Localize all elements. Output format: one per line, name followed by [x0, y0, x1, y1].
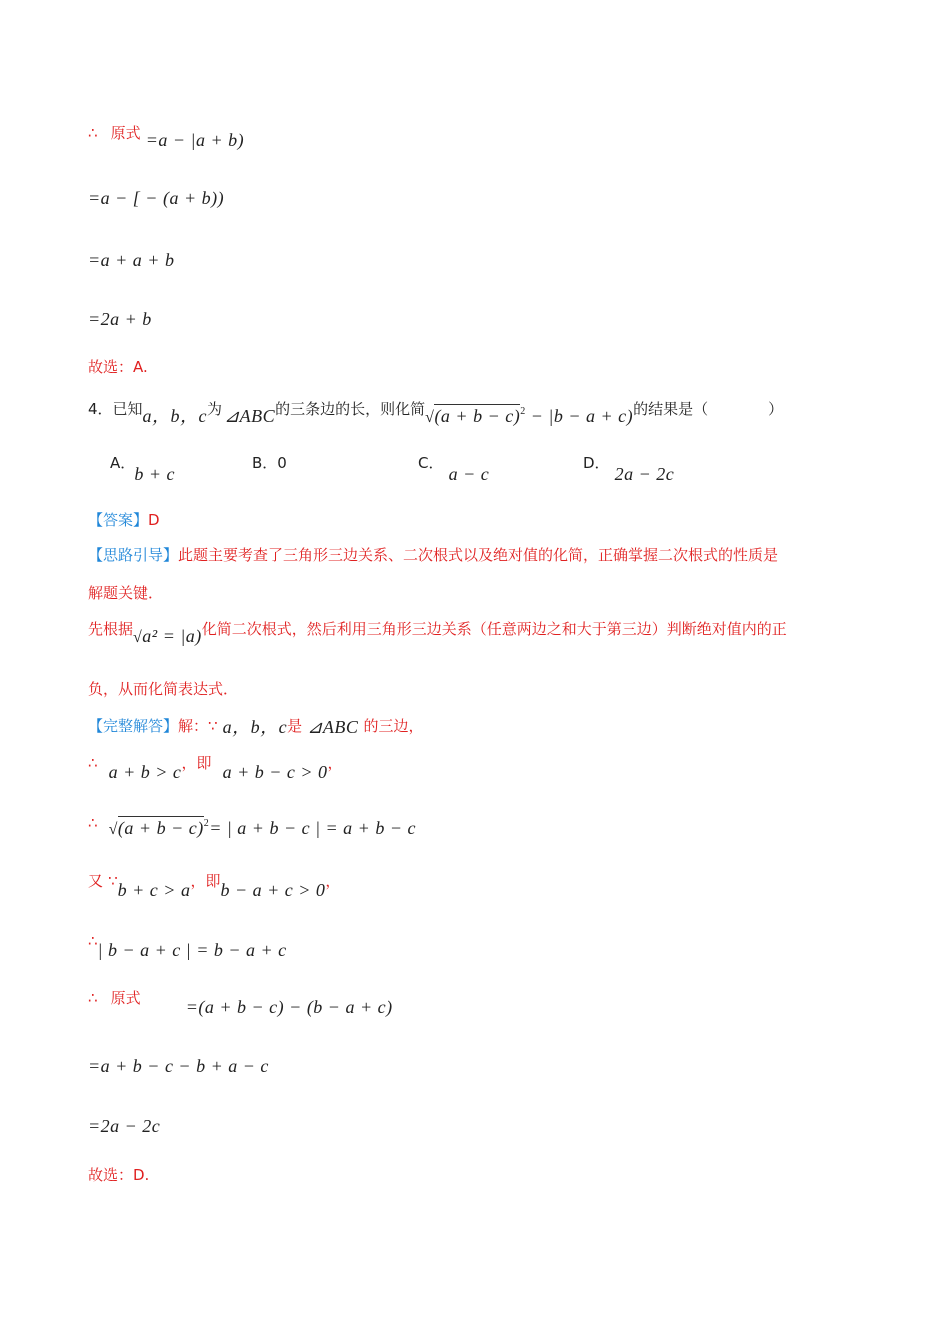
prev-step-4: =2a + b	[88, 309, 152, 329]
solution-intro-line	[88, 711, 862, 737]
original-label: 原式	[110, 124, 141, 142]
option-c	[418, 452, 490, 484]
because-symbol: ∵	[108, 872, 118, 890]
hint-line-2	[88, 582, 862, 603]
original-label: 原式	[110, 989, 141, 1007]
radical-icon: √	[425, 409, 435, 426]
therefore-symbol: ∴	[88, 754, 98, 772]
solution-ineq-1: a + b > c	[108, 762, 182, 782]
options-row	[88, 452, 862, 492]
answer-tag: 【答案】	[88, 511, 149, 529]
therefore-symbol: ∴	[88, 124, 98, 142]
solution-expr-5: =(a + b − c) − (b − a + c)	[185, 997, 393, 1017]
solution-ineq-1b: a + b − c > 0	[222, 762, 328, 782]
option-d	[583, 452, 675, 484]
prev-step-3-line	[88, 250, 862, 271]
hint-text-2: 解题关键．	[88, 584, 164, 602]
solution-radicand: (a + b − c)	[117, 818, 204, 838]
solution-abs-2: | b − a + c | = b − a + c	[97, 940, 287, 960]
option-a	[110, 452, 175, 484]
answer-line	[88, 509, 862, 530]
option-c-label: C．	[418, 454, 444, 472]
option-d-label: D．	[583, 454, 610, 472]
question-triangle: ⊿ABC	[224, 406, 276, 426]
radical-icon: √	[133, 629, 143, 646]
solution-line-6	[88, 1056, 862, 1077]
question-vars: a，b，c	[142, 406, 208, 426]
question-wei: 为	[207, 400, 223, 418]
option-b	[252, 452, 287, 473]
solution-choice-line	[88, 1164, 862, 1185]
solution-abs-eq: = | a + b − c | = a + b − c	[209, 818, 416, 838]
option-d-value: 2a − 2c	[614, 464, 675, 484]
question-text-1: 的三条边的长，则化简	[275, 400, 426, 418]
hint-line-1	[88, 544, 862, 565]
solution-choice: 故选：D.	[88, 1166, 150, 1184]
hint-formula: √a² = |a)	[133, 626, 202, 646]
solution-intro: 解：∵	[178, 717, 218, 735]
therefore-symbol: ∴	[88, 989, 98, 1007]
solution-ji-2: 即	[205, 872, 221, 890]
prev-choice: 故选：A.	[88, 358, 148, 376]
solution-line-7	[88, 1116, 862, 1137]
question-radicand: (a + b − c)	[434, 406, 521, 426]
prev-original-line	[88, 122, 862, 150]
solution-sides: 的三边，	[363, 717, 424, 735]
solution-is: 是	[287, 717, 303, 735]
hint-line-3	[88, 618, 862, 646]
option-a-label: A．	[110, 454, 136, 472]
solution-expr-6: =a + b − c − b + a − c	[88, 1056, 269, 1076]
hint-line-4	[88, 678, 862, 699]
prev-step-1: =a − |a + b)	[145, 130, 245, 150]
therefore-symbol: ∴	[88, 932, 98, 950]
question-expression	[425, 406, 633, 426]
answer-value: D	[148, 511, 160, 529]
hint-text-3a: 先根据	[88, 620, 134, 638]
question-text-2: 的结果是（ ）	[633, 400, 784, 418]
radical-icon: √	[108, 821, 118, 838]
prev-step-2: =a − [ − (a + b))	[88, 188, 225, 208]
square-exponent: 2	[520, 406, 526, 417]
option-a-value: b + c	[134, 464, 175, 484]
solution-line-1: ∴ a + b > c，即 a + b − c > 0，	[88, 754, 343, 782]
prev-choice-line	[88, 356, 862, 377]
hint-text-1: 此题主要考查了三角形三边关系、二次根式以及绝对值的化简，正确掌握二次根式的性质是	[178, 546, 779, 564]
option-b-label: B．0	[252, 454, 287, 472]
hint-text-4: 负，从而化简表达式．	[88, 680, 239, 698]
question-expression-rest: − |b − a + c)	[525, 406, 634, 426]
solution-line-3: 又 ∵b + c > a，即b − a + c > 0，	[88, 872, 341, 900]
hint-text-3b: 化简二次根式，然后利用三角形三边关系（任意两边之和大于第三边）判断绝对值内的正	[201, 620, 787, 638]
solution-line-2	[88, 812, 862, 838]
solution-ji-1: 即	[196, 754, 212, 772]
solution-sqrt-expr: $√(a + b - c)^2=$ | a + b − c | = a + b − c	[108, 818, 416, 838]
question-number: 4．已知	[88, 400, 143, 418]
therefore-symbol: ∴	[88, 814, 98, 832]
hint-tag: 【思路引导】	[88, 546, 179, 564]
solution-tag: 【完整解答】	[88, 717, 179, 735]
solution-you: 又	[88, 872, 104, 890]
prev-step-4-line	[88, 309, 862, 330]
solution-triangle: ⊿ABC	[307, 717, 359, 737]
solution-line-4	[88, 930, 862, 960]
solution-ineq-2b: b − a + c > 0	[220, 880, 326, 900]
option-c-value: a − c	[448, 464, 490, 484]
solution-line-5	[88, 987, 862, 1017]
solution-expr-7: =2a − 2c	[88, 1116, 161, 1136]
solution-vars: a，b，c	[222, 717, 288, 737]
solution-ineq-2: b + c > a	[117, 880, 191, 900]
prev-step-3: =a + a + b	[88, 250, 175, 270]
question-4	[88, 394, 862, 426]
prev-step-2-line	[88, 188, 862, 209]
